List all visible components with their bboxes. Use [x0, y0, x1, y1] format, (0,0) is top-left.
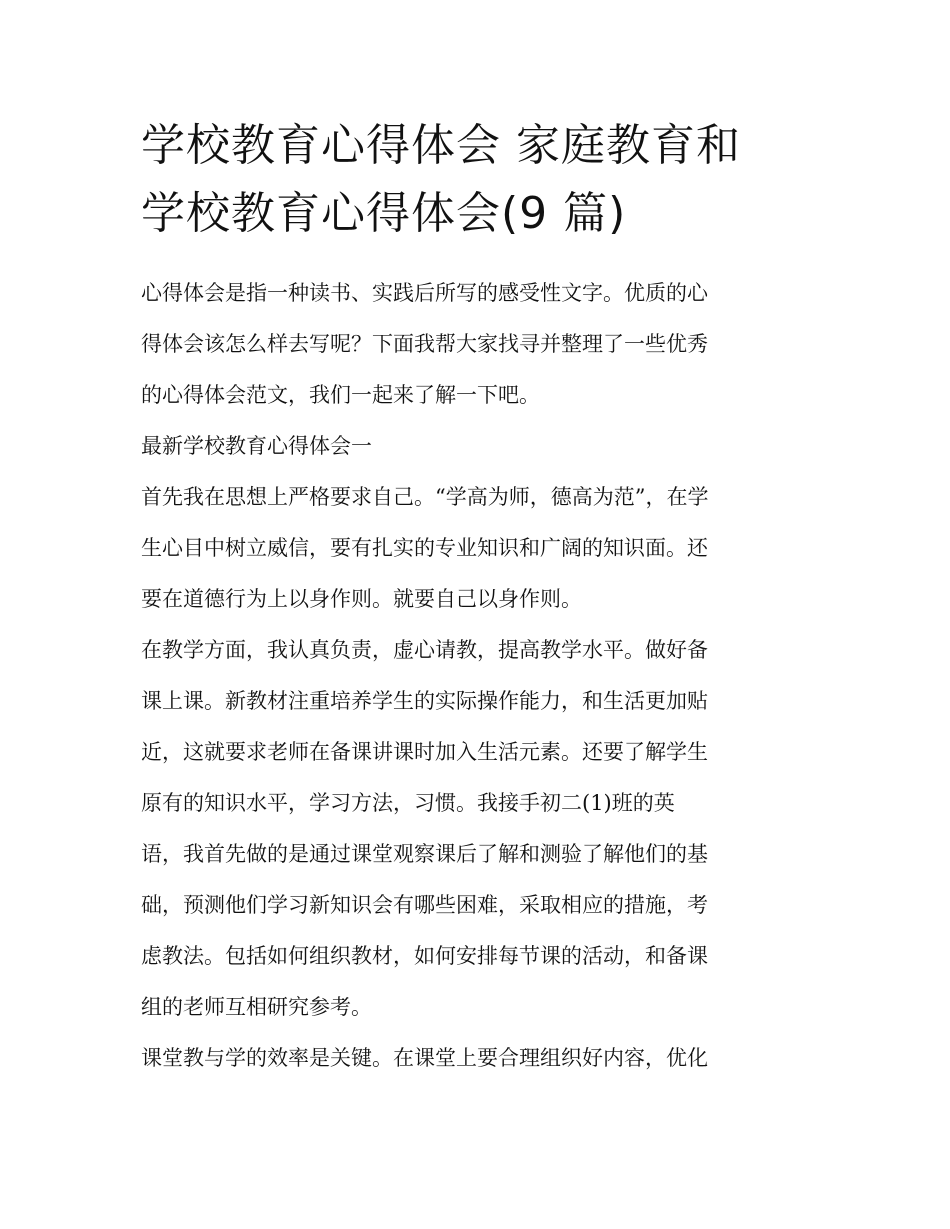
text-line: 近，这就要求老师在备课讲课时加入生活元素。还要了解学生: [141, 740, 708, 764]
text-line: 在教学方面，我认真负责，虚心请教，提高教学水平。做好备: [141, 638, 708, 662]
title-line: 学校教育心得体会 家庭教育和: [141, 120, 741, 171]
text-line: 心得体会是指一种读书、实践后所写的感受性文字。优质的心: [141, 281, 708, 305]
body-paragraph: [141, 1033, 811, 1084]
title-line: 学校教育心得体会(9 篇): [141, 188, 627, 239]
text-line: 生心目中树立威信，要有扎实的专业知识和广阔的知识面。还: [141, 536, 708, 560]
intro-paragraph: [141, 268, 811, 421]
text-line: 原有的知识水平，学习方法，习惯。我接手初二(1)班的英: [141, 791, 675, 815]
document-title: [141, 112, 811, 248]
text-line: 础，预测他们学习新知识会有哪些困难，采取相应的措施，考: [141, 893, 708, 917]
text-line: 最新学校教育心得体会一: [141, 434, 372, 458]
text-line: 课堂教与学的效率是关键。在课堂上要合理组织好内容，优化: [141, 1046, 708, 1070]
document-content: [141, 112, 811, 1084]
text-line: 组的老师互相研究参考。: [141, 995, 372, 1019]
text-line: 要在道德行为上以身作则。就要自己以身作则。: [141, 587, 582, 611]
body-paragraph: [141, 625, 811, 1033]
text-line: 得体会该怎么样去写呢？下面我帮大家找寻并整理了一些优秀: [141, 332, 708, 356]
text-line: 首先我在思想上严格要求自己。“学高为师，德高为范”，在学: [141, 485, 709, 509]
text-line: 虑教法。包括如何组织教材，如何安排每节课的活动，和备课: [141, 944, 708, 968]
text-line: 的心得体会范文，我们一起来了解一下吧。: [141, 383, 540, 407]
section-heading: [141, 421, 811, 472]
text-line: 语，我首先做的是通过课堂观察课后了解和测验了解他们的基: [141, 842, 708, 866]
body-paragraph: [141, 472, 811, 625]
document-body: [141, 268, 811, 1084]
text-line: 课上课。新教材注重培养学生的实际操作能力，和生活更加贴: [141, 689, 708, 713]
